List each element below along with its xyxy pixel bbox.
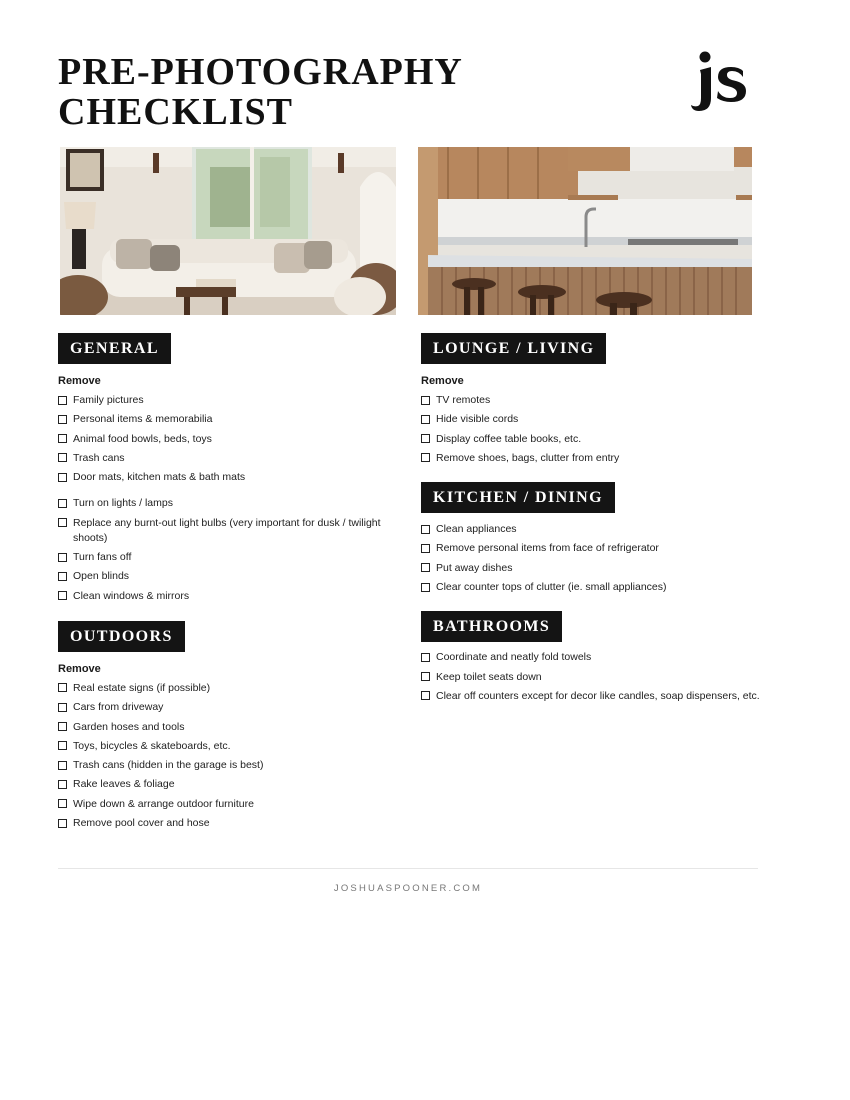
kitchen-heading: KITCHEN / DINING	[421, 482, 615, 513]
checkbox[interactable]	[58, 434, 67, 443]
bathrooms-heading: BATHROOMS	[421, 611, 562, 642]
general-remove-label: Remove	[58, 375, 101, 387]
checkbox[interactable]	[58, 683, 67, 692]
checkbox[interactable]	[58, 799, 67, 808]
checkbox[interactable]	[421, 434, 430, 443]
lounge-remove-label: Remove	[421, 375, 464, 387]
checkbox[interactable]	[58, 453, 67, 462]
checklist-item[interactable]: Remove personal items from face of refrigerator	[421, 541, 761, 556]
outdoors-remove-label: Remove	[58, 662, 101, 675]
checklist-item[interactable]: Trash cans	[58, 451, 403, 466]
checkbox[interactable]	[58, 819, 67, 828]
checklist-item[interactable]: Replace any burnt-out light bulbs (very important for dusk / twilight shoots)	[58, 516, 403, 546]
checkbox[interactable]	[58, 553, 67, 562]
checkbox[interactable]	[421, 453, 430, 462]
checklist-item[interactable]: Clean appliances	[421, 522, 761, 537]
checkbox[interactable]	[421, 583, 430, 592]
right-column	[421, 333, 761, 708]
general-heading: GENERAL	[58, 333, 171, 364]
title-line-2: CHECKLIST	[58, 91, 293, 133]
checklist-item[interactable]: Door mats, kitchen mats & bath mats	[58, 470, 403, 485]
checklist-item[interactable]: TV remotes	[421, 393, 761, 408]
checkbox[interactable]	[58, 518, 67, 527]
checklist-item[interactable]: Cars from driveway	[58, 700, 403, 715]
checkbox[interactable]	[421, 525, 430, 534]
kitchen-list	[421, 522, 761, 595]
kitchen-photo	[418, 147, 752, 315]
checklist-item[interactable]: Open blinds	[58, 569, 403, 584]
js-monogram-logo	[688, 48, 752, 114]
checklist-item[interactable]: Remove shoes, bags, clutter from entry	[421, 451, 761, 466]
title-line-1: PRE-PHOTOGRAPHY	[58, 51, 463, 93]
checkbox[interactable]	[421, 396, 430, 405]
checkbox[interactable]	[421, 563, 430, 572]
checkbox[interactable]	[421, 653, 430, 662]
checkbox[interactable]	[421, 544, 430, 553]
checklist-item[interactable]: Clear off counters except for decor like candles, soap dispensers, etc.	[421, 689, 761, 704]
checklist-item[interactable]: Wipe down & arrange outdoor furniture	[58, 797, 403, 812]
checklist-item[interactable]: Coordinate and neatly fold towels	[421, 650, 761, 665]
checklist-item[interactable]: Keep toilet seats down	[421, 670, 761, 685]
checklist-item[interactable]: Family pictures	[58, 393, 403, 408]
checklist-item[interactable]: Rake leaves & foliage	[58, 777, 403, 792]
outdoors-heading: OUTDOORS	[58, 621, 185, 652]
checklist-item[interactable]: Turn fans off	[58, 550, 403, 565]
checklist-item[interactable]: Remove pool cover and hose	[58, 816, 403, 831]
checkbox[interactable]	[421, 415, 430, 424]
outdoors-list	[58, 681, 403, 831]
checkbox[interactable]	[58, 473, 67, 482]
checkbox[interactable]	[421, 691, 430, 700]
page-title	[58, 52, 538, 132]
checklist-item[interactable]: Real estate signs (if possible)	[58, 681, 403, 696]
checkbox[interactable]	[58, 591, 67, 600]
checkbox[interactable]	[58, 572, 67, 581]
checklist-item[interactable]: Turn on lights / lamps	[58, 496, 403, 511]
checklist-item[interactable]: Clean windows & mirrors	[58, 589, 403, 604]
footer-divider	[58, 868, 758, 869]
bathrooms-list	[421, 650, 761, 704]
checklist-item[interactable]: Clear counter tops of clutter (ie. small appliances)	[421, 580, 761, 595]
checkbox[interactable]	[58, 415, 67, 424]
checklist-item[interactable]: Put away dishes	[421, 561, 761, 576]
lounge-heading: LOUNGE / LIVING	[421, 333, 606, 364]
checkbox[interactable]	[58, 780, 67, 789]
checkbox[interactable]	[58, 741, 67, 750]
checkbox[interactable]	[58, 761, 67, 770]
general-other-list	[58, 496, 403, 603]
checklist-item[interactable]: Toys, bicycles & skateboards, etc.	[58, 739, 403, 754]
checklist-item[interactable]: Hide visible cords	[421, 412, 761, 427]
footer-website[interactable]: JOSHUASPOONER.COM	[333, 883, 483, 894]
checklist-item[interactable]: Animal food bowls, beds, toys	[58, 432, 403, 447]
checkbox[interactable]	[58, 703, 67, 712]
checkbox[interactable]	[58, 396, 67, 405]
lounge-photo	[60, 147, 396, 315]
checkbox[interactable]	[58, 722, 67, 731]
lounge-list	[421, 393, 761, 466]
checklist-item[interactable]: Display coffee table books, etc.	[421, 432, 761, 447]
left-column	[58, 333, 403, 835]
checklist-item[interactable]: Garden hoses and tools	[58, 720, 403, 735]
checkbox[interactable]	[58, 499, 67, 508]
checklist-item[interactable]: Personal items & memorabilia	[58, 412, 403, 427]
checkbox[interactable]	[421, 672, 430, 681]
checklist-item[interactable]: Trash cans (hidden in the garage is best)	[58, 758, 403, 773]
general-remove-list	[58, 393, 403, 485]
